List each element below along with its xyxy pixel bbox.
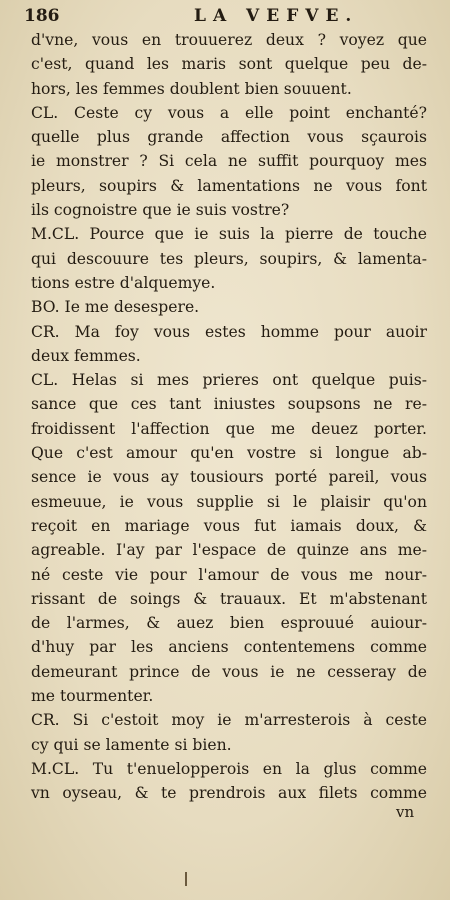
text-line: CR. Ma foy vous estes homme pour auoir (31, 322, 427, 341)
text-line: M.CL. Pource que ie suis la pierre de touche (31, 225, 427, 244)
text-line: esmeuue, ie vous supplie si le plaisir qu'on (31, 492, 427, 511)
page-number: 186 (24, 6, 60, 26)
text-line: c'est, quand les maris sont quelque peu de- (31, 55, 427, 74)
text-line: me tourmenter. (31, 687, 154, 706)
text-line: d'vne, vous en trouuerez deux ? voyez que (31, 31, 427, 49)
text-line: d'huy par les anciens contentemens comme (31, 638, 427, 657)
text-line: deux femmes. (31, 346, 141, 365)
text-line: Que c'est amour qu'en vostre si longue ab- (31, 444, 427, 463)
text-line: cy qui se lamente si bien. (31, 735, 232, 754)
text-line: sence ie vous ay tousiours porté pareil, vous (31, 468, 427, 487)
text-line: ie monstrer ? Si cela ne suffit pourquoy mes (31, 152, 427, 171)
text-line: quelle plus grande affection vous sçaurois (31, 128, 427, 147)
text-line: froidissent l'affection que me deuez porter. (31, 419, 427, 438)
text-line: BO. Ie me desespere. (31, 298, 200, 317)
running-title: LA VEFVE. (194, 6, 359, 26)
catchword: vn (396, 803, 415, 821)
gutter-mark (185, 872, 187, 886)
text-line: reçoit en mariage vous fut iamais doux, & (31, 516, 427, 535)
text-line: agreable. I'ay par l'espace de quinze ans me- (31, 541, 427, 560)
text-line: pleurs, soupirs & lamentations ne vous font (31, 176, 427, 195)
text-line: qui descouure tes pleurs, soupirs, & lamenta- (31, 249, 427, 268)
text-line: de l'armes, & auez bien esprouué auiour- (31, 614, 427, 633)
text-line: tions estre d'alquemye. (31, 273, 216, 292)
text-line: CL. Helas si mes prieres ont quelque puis- (31, 371, 427, 390)
text-line: CR. Si c'estoit moy ie m'arresterois à ceste (31, 711, 427, 730)
text-line: vn oyseau, & te prendrois aux filets comme (31, 784, 427, 803)
text-line: né ceste vie pour l'amour de vous me nour- (31, 565, 427, 584)
text-block (31, 28, 427, 806)
text-line: hors, les femmes doublent bien souuent. (31, 79, 352, 98)
text-line: demeurant prince de vous ie ne cesseray de (31, 662, 427, 681)
text-line: sance que ces tant iniustes soupsons ne re- (31, 395, 427, 414)
text-line: ils cognoistre que ie suis vostre? (31, 201, 290, 220)
text-line: CL. Ceste cy vous a elle point enchanté? (31, 103, 427, 122)
running-head (24, 6, 434, 30)
text-line: rissant de soings & trauaux. Et m'abstenant (31, 589, 427, 608)
text-line: M.CL. Tu t'enuelopperois en la glus comme (31, 759, 427, 778)
